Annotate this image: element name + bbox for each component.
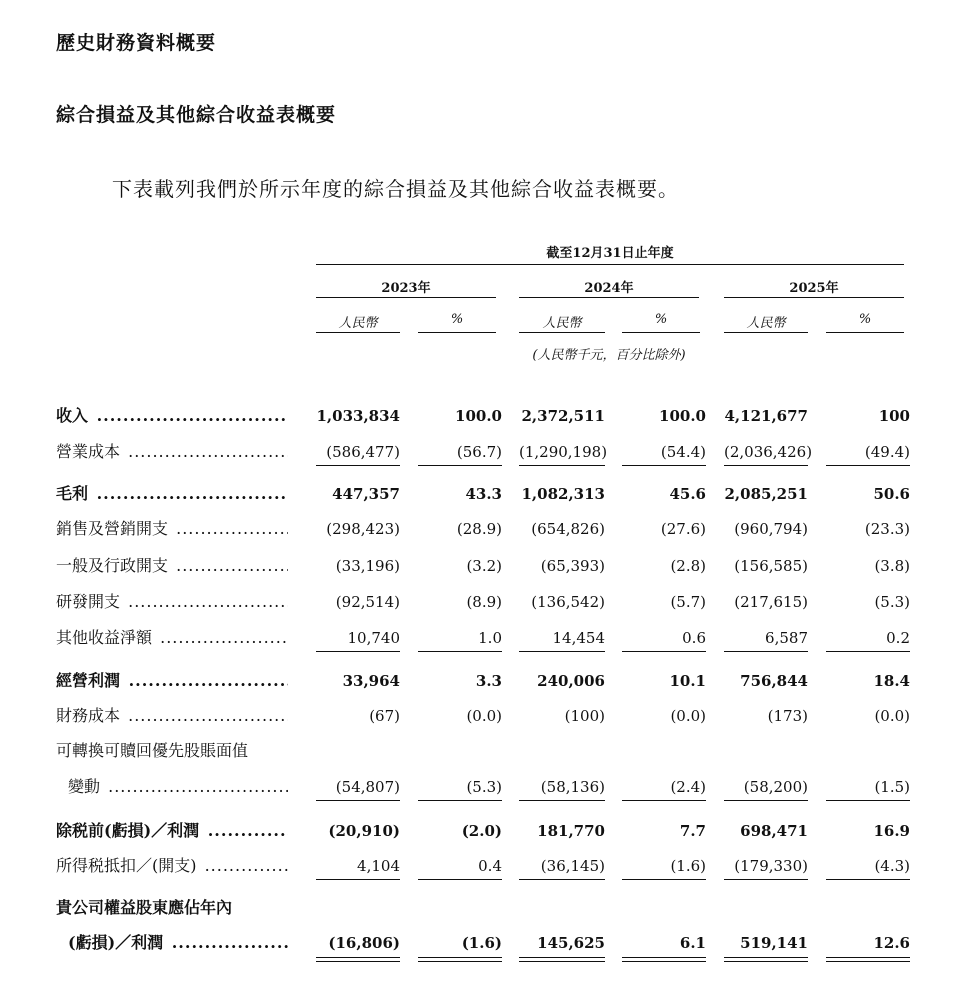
- row-label-text: 其他收益淨額: [56, 628, 153, 647]
- table-row: [0, 852, 974, 880]
- currency-label: 人民幣: [338, 316, 378, 331]
- percent-label: %: [858, 312, 872, 327]
- table-row: [0, 667, 974, 695]
- row-label-text: 變動: [68, 777, 101, 796]
- cell-value: (100): [564, 707, 605, 725]
- cell-value: 50.6: [873, 485, 910, 503]
- row-label: [56, 624, 288, 652]
- year-2023: 2023年: [381, 281, 431, 296]
- row-label: [56, 480, 288, 508]
- cell-value: 45.6: [669, 485, 706, 503]
- year-2024: 2024年: [584, 281, 634, 296]
- subtotal-underline: [418, 800, 502, 801]
- cell-value: 145,625: [537, 934, 605, 952]
- cell-value: 0.4: [478, 857, 502, 875]
- year-rule: [724, 297, 904, 298]
- cell-value: (1.5): [874, 778, 910, 796]
- row-label: [56, 438, 288, 466]
- row-label: [56, 588, 288, 616]
- cell-value: (54.4): [660, 443, 706, 461]
- table-row: [0, 402, 974, 430]
- cell-value: (58,136): [540, 778, 605, 796]
- double-underline: [418, 957, 502, 962]
- cell-value: (654,826): [531, 520, 605, 538]
- cell-value: (586,477): [326, 443, 400, 461]
- subtotal-underline: [418, 651, 502, 652]
- year-2025: 2025年: [789, 281, 839, 296]
- cell-value: (65,393): [540, 557, 605, 575]
- cell-value: 100.0: [455, 407, 502, 425]
- row-label: [56, 702, 288, 730]
- table-row: [0, 702, 974, 730]
- subtotal-underline: [418, 879, 502, 880]
- cell-value: (0.0): [874, 707, 910, 725]
- row-label: [56, 852, 288, 880]
- cell-value: 447,357: [332, 485, 400, 503]
- table-row: [0, 737, 974, 765]
- row-label: [56, 737, 288, 765]
- row-label-text: 所得税抵扣／(開支): [56, 856, 197, 875]
- cell-value: 519,141: [740, 934, 808, 952]
- subtotal-underline: [418, 465, 502, 466]
- subtotal-underline: [724, 879, 808, 880]
- column-rule: [724, 332, 808, 333]
- cell-value: (5.3): [466, 778, 502, 796]
- row-label: [56, 667, 288, 695]
- table-row: [0, 588, 974, 616]
- period-header: 截至12月31日止年度: [546, 246, 674, 261]
- row-label-text: 營業成本: [56, 442, 121, 461]
- cell-value: 240,006: [537, 672, 605, 690]
- row-label-text: 可轉換可贖回優先股賬面值: [56, 741, 249, 760]
- row-label-text: 收入: [56, 406, 89, 425]
- cell-value: 756,844: [740, 672, 808, 690]
- cell-value: (4.3): [874, 857, 910, 875]
- intro-paragraph: 下表載列我們於所示年度的綜合損益及其他綜合收益表概要。: [112, 177, 679, 201]
- year-rule: [519, 297, 699, 298]
- cell-value: (23.3): [864, 520, 910, 538]
- percent-label: %: [654, 312, 668, 327]
- subtotal-underline: [622, 465, 706, 466]
- row-label: [56, 817, 288, 845]
- cell-value: 18.4: [873, 672, 910, 690]
- cell-value: (49.4): [864, 443, 910, 461]
- row-label-text: 銷售及營銷開支: [56, 519, 169, 538]
- cell-value: 16.9: [873, 822, 910, 840]
- subtotal-underline: [622, 879, 706, 880]
- cell-value: 4,104: [357, 857, 400, 875]
- cell-value: (960,794): [734, 520, 808, 538]
- cell-value: (0.0): [670, 707, 706, 725]
- cell-value: 6,587: [765, 629, 808, 647]
- cell-value: (5.7): [670, 593, 706, 611]
- cell-value: 1,082,313: [521, 485, 605, 503]
- column-rule: [418, 332, 496, 333]
- cell-value: (8.9): [466, 593, 502, 611]
- cell-value: (27.6): [660, 520, 706, 538]
- subsection-title: 綜合損益及其他綜合收益表概要: [56, 104, 337, 126]
- cell-value: 0.2: [886, 629, 910, 647]
- cell-value: (298,423): [326, 520, 400, 538]
- cell-value: (1.6): [461, 934, 502, 952]
- cell-value: (28.9): [456, 520, 502, 538]
- row-label-text: 財務成本: [56, 706, 121, 725]
- row-label-text: 毛利: [56, 484, 89, 503]
- cell-value: (217,615): [734, 593, 808, 611]
- cell-value: (54,807): [335, 778, 400, 796]
- table-row: [0, 552, 974, 580]
- subtotal-underline: [724, 465, 808, 466]
- cell-value: (1.6): [670, 857, 706, 875]
- cell-value: (3.8): [874, 557, 910, 575]
- cell-value: 6.1: [679, 934, 706, 952]
- cell-value: (2,036,426): [724, 443, 813, 461]
- cell-value: 14,454: [552, 629, 605, 647]
- cell-value: (56.7): [456, 443, 502, 461]
- double-underline: [622, 957, 706, 962]
- row-label: [56, 402, 288, 430]
- subtotal-underline: [826, 879, 910, 880]
- cell-value: 100.0: [659, 407, 706, 425]
- cell-value: (33,196): [335, 557, 400, 575]
- cell-value: 181,770: [537, 822, 605, 840]
- cell-value: 0.6: [682, 629, 706, 647]
- cell-value: 2,372,511: [521, 407, 605, 425]
- double-underline: [826, 957, 910, 962]
- cell-value: (67): [369, 707, 400, 725]
- row-label-text: 除税前(虧損)／利潤: [56, 821, 200, 840]
- subtotal-underline: [826, 800, 910, 801]
- subtotal-underline: [622, 800, 706, 801]
- subtotal-underline: [316, 800, 400, 801]
- table-row: [0, 773, 974, 801]
- row-label: [56, 894, 288, 922]
- header-rule: [316, 264, 904, 265]
- subtotal-underline: [519, 465, 605, 466]
- cell-value: (36,145): [540, 857, 605, 875]
- cell-value: 698,471: [740, 822, 808, 840]
- cell-value: 10,740: [347, 629, 400, 647]
- subtotal-underline: [316, 879, 400, 880]
- subtotal-underline: [519, 800, 605, 801]
- subtotal-underline: [826, 465, 910, 466]
- subtotal-underline: [826, 651, 910, 652]
- column-rule: [316, 332, 400, 333]
- cell-value: (5.3): [874, 593, 910, 611]
- cell-value: (16,806): [328, 934, 400, 952]
- cell-value: (2.0): [461, 822, 502, 840]
- cell-value: (3.2): [466, 557, 502, 575]
- column-rule: [826, 332, 904, 333]
- cell-value: (156,585): [734, 557, 808, 575]
- subtotal-underline: [519, 651, 605, 652]
- cell-value: (173): [767, 707, 808, 725]
- subtotal-underline: [519, 879, 605, 880]
- unit-note: (人民幣千元，百分比除外): [532, 348, 686, 363]
- row-label-text: 經營利潤: [56, 671, 121, 690]
- row-label-text: (虧損)／利潤: [68, 933, 164, 952]
- cell-value: (0.0): [466, 707, 502, 725]
- table-row: [0, 817, 974, 845]
- cell-value: (92,514): [335, 593, 400, 611]
- table-row: [0, 515, 974, 543]
- currency-label: 人民幣: [542, 316, 582, 331]
- subtotal-underline: [724, 800, 808, 801]
- cell-value: 33,964: [342, 672, 400, 690]
- cell-value: (136,542): [531, 593, 605, 611]
- year-rule: [316, 297, 496, 298]
- cell-value: 3.3: [475, 672, 502, 690]
- currency-label: 人民幣: [746, 316, 786, 331]
- subtotal-underline: [724, 651, 808, 652]
- double-underline: [519, 957, 605, 962]
- cell-value: (2.4): [670, 778, 706, 796]
- column-rule: [622, 332, 700, 333]
- cell-value: 10.1: [669, 672, 706, 690]
- cell-value: 100: [878, 407, 910, 425]
- cell-value: 4,121,677: [724, 407, 808, 425]
- table-row: [0, 624, 974, 652]
- row-label: [68, 773, 288, 801]
- row-label-text: 一般及行政開支: [56, 556, 169, 575]
- cell-value: (179,330): [734, 857, 808, 875]
- subtotal-underline: [622, 651, 706, 652]
- row-label-text: 貴公司權益股東應佔年內: [56, 898, 233, 917]
- row-label: [56, 515, 288, 543]
- cell-value: (2.8): [670, 557, 706, 575]
- percent-label: %: [450, 312, 464, 327]
- double-underline: [316, 957, 400, 962]
- cell-value: 1.0: [478, 629, 502, 647]
- column-rule: [519, 332, 605, 333]
- cell-value: 2,085,251: [724, 485, 808, 503]
- subtotal-underline: [316, 651, 400, 652]
- cell-value: (20,910): [328, 822, 400, 840]
- table-row: [0, 480, 974, 508]
- row-label: [68, 929, 288, 957]
- cell-value: 7.7: [679, 822, 706, 840]
- cell-value: 12.6: [873, 934, 910, 952]
- table-row: [0, 438, 974, 466]
- table-row: [0, 929, 974, 957]
- section-title: 歷史財務資料概要: [56, 32, 217, 54]
- cell-value: 1,033,834: [316, 407, 400, 425]
- cell-value: (1,290,198): [519, 443, 608, 461]
- double-underline: [724, 957, 808, 962]
- table-row: [0, 894, 974, 922]
- cell-value: 43.3: [465, 485, 502, 503]
- cell-value: (58,200): [743, 778, 808, 796]
- row-label: [56, 552, 288, 580]
- subtotal-underline: [316, 465, 400, 466]
- row-label-text: 研發開支: [56, 592, 121, 611]
